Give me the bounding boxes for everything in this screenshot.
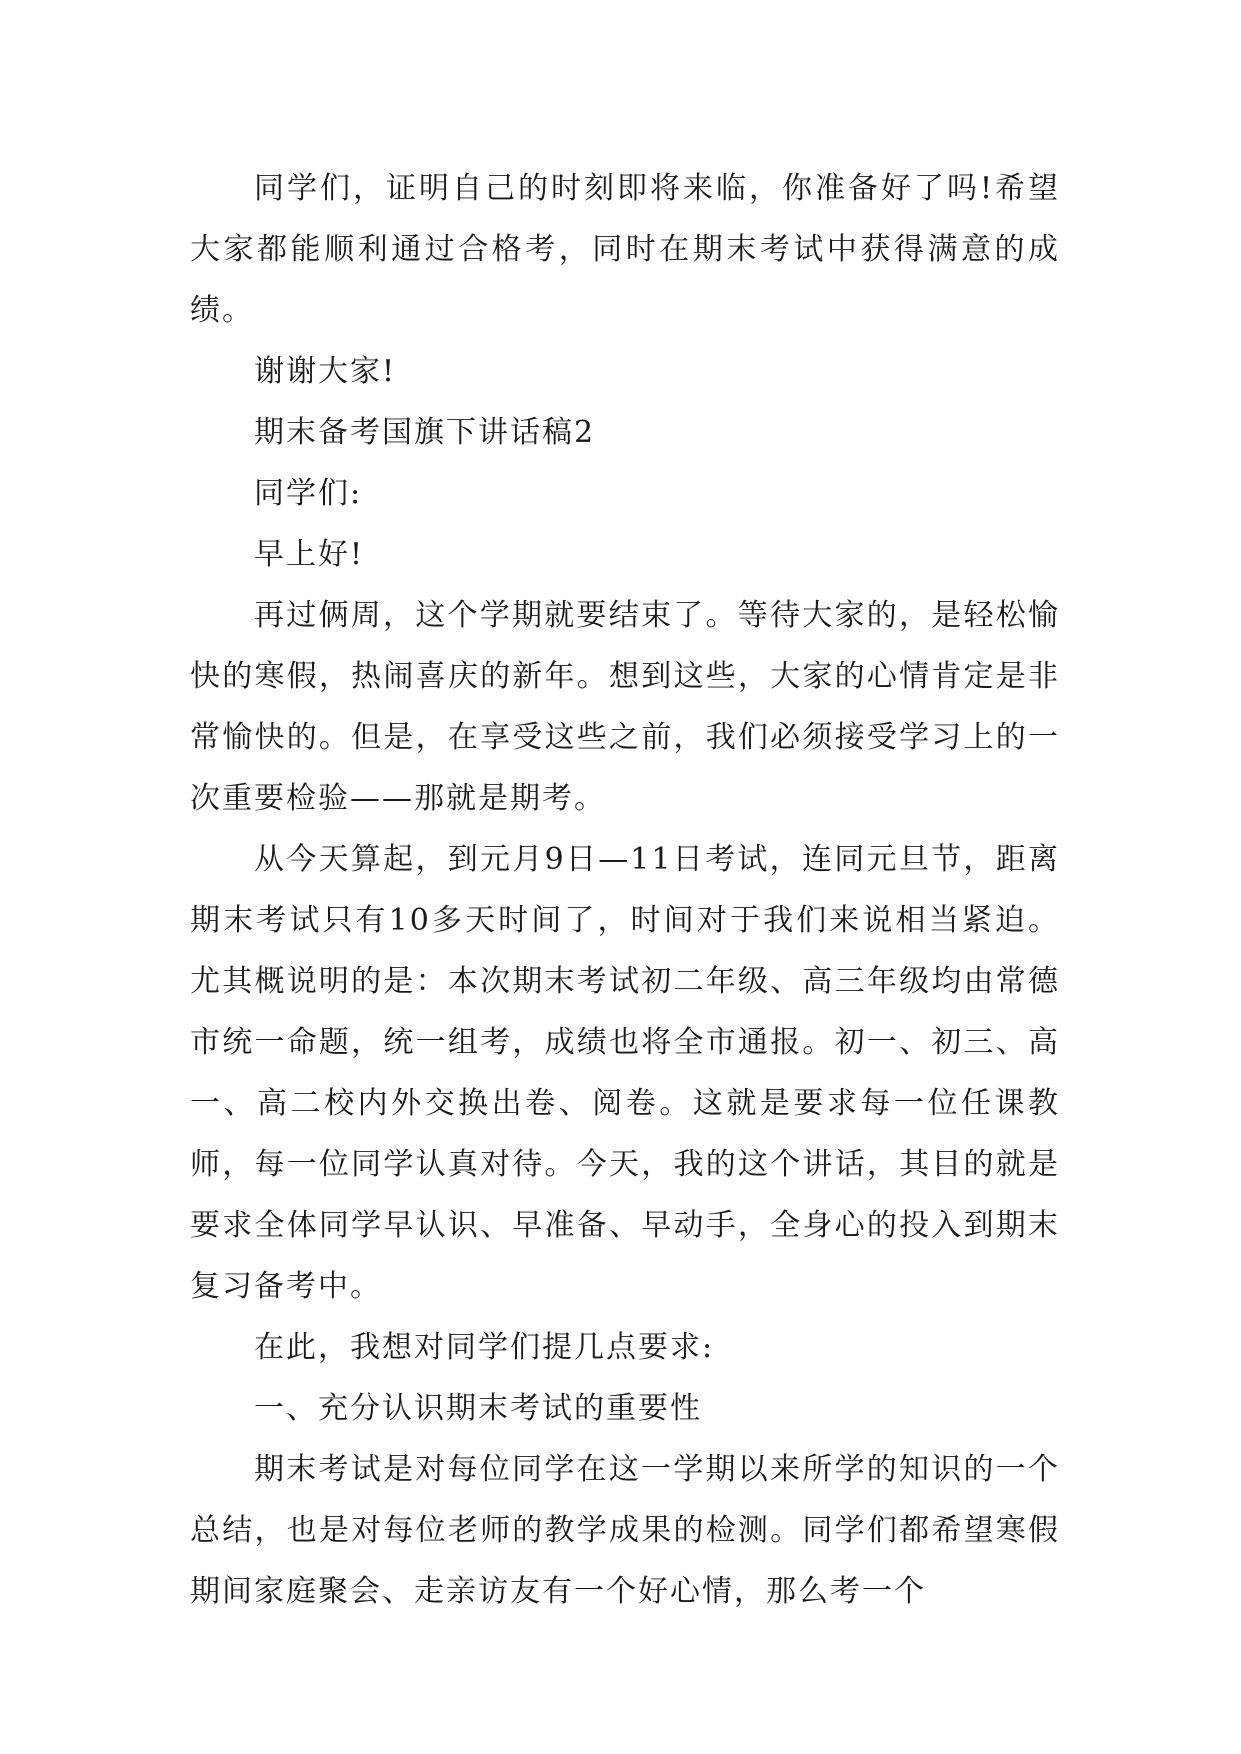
paragraph-intro: 再过俩周，这个学期就要结束了。等待大家的，是轻松愉快的寒假，热闹喜庆的新年。想到这些，大家的心情肯定是非常愉快的。但是，在享受这些之前，我们必须接受学习上的一次重要检验——那就是期考。 <box>190 598 1060 816</box>
paragraph-closing-wish: 同学们，证明自己的时刻即将来临，你准备好了吗!希望大家都能顺利通过合格考，同时在期末考试中获得满意的成绩。 <box>190 171 1060 328</box>
speech-title-2: 期末备考国旗下讲话稿2 <box>254 415 596 450</box>
paragraph-requirements-lead: 在此，我想对同学们提几点要求: <box>254 1330 715 1365</box>
paragraph-salutation: 同学们: <box>254 476 363 511</box>
paragraph-greeting: 早上好! <box>254 537 365 572</box>
paragraph-exam-schedule: 从今天算起，到元月9日—11日考试，连同元旦节，距离期末考试只有10多天时间了，时间对于我们来说相当紧迫。尤其概说明的是：本次期末考试初二年级、高三年级均由常德市统一命题，统一组考，成绩也将全市通报。初一、初三、高一、高二校内外交换出卷、阅卷。这就是要求每一位任课教师，每一位同学认真对待。今天，我的这个讲话，其目的就是要求全体同学早认识、早准备、早动手，全身心的投入到期末复习备考中。 <box>190 842 1060 1304</box>
paragraph-thanks: 谢谢大家! <box>254 354 397 389</box>
document-body <box>190 158 1060 1622</box>
section-heading-1: 一、充分认识期末考试的重要性 <box>254 1391 702 1426</box>
paragraph-importance: 期末考试是对每位同学在这一学期以来所学的知识的一个总结，也是对每位老师的教学成果的检测。同学们都希望寒假期间家庭聚会、走亲访友有一个好心情，那么考一个 <box>190 1452 1060 1609</box>
